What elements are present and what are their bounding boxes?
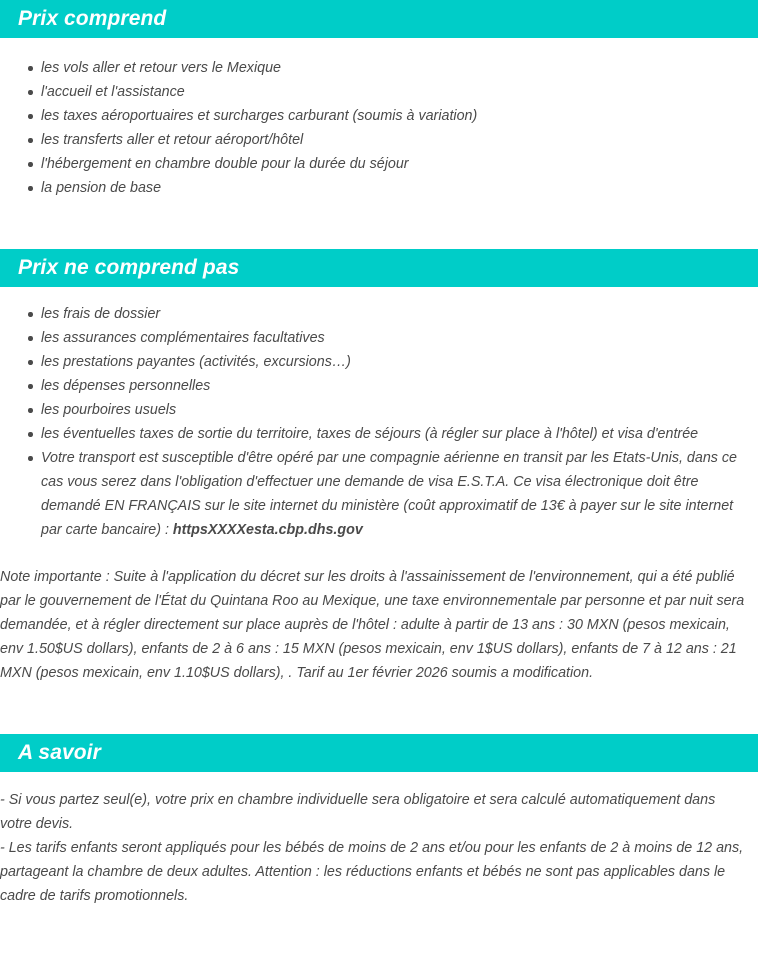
list-item: la pension de base: [10, 176, 748, 200]
spacer-between-sections-1: [0, 200, 758, 249]
visa-text: Votre transport est susceptible d'être opéré par une compagnie aérienne en transit par les Etats-Unis, dans ce cas vous serez dans l'obligation d'effectuer une demande de visa E.S.T.A. Ce visa électronique doit être demandé EN FRANÇAIS sur le site internet du ministère (coût approximatif de 13€ à payer sur le site internet par carte bancaire) :: [41, 450, 737, 538]
list-item: les vols aller et retour vers le Mexique: [10, 56, 748, 80]
list-item: l'hébergement en chambre double pour la durée du séjour: [10, 152, 748, 176]
list-item: les taxes aéroportuaires et surcharges carburant (soumis à variation): [10, 104, 748, 128]
to-know-paragraph-2: - Les tarifs enfants seront appliqués pour les bébés de moins de 2 ans et/ou pour les enfants de 2 à moins de 12 ans, partageant la chambre de deux adultes. Attention : les réductions enfants et bébés ne sont pas applicables dans le cadre de tarifs promotionnels.: [0, 840, 744, 904]
section-header-included: Prix comprend: [0, 0, 758, 38]
list-item: les éventuelles taxes de sortie du territoire, taxes de séjours (à régler sur place à l'hôtel) et visa d'entrée: [10, 422, 748, 446]
spacer-after-to-know-header: [0, 772, 758, 788]
esta-url-link[interactable]: httpsXXXXesta.cbp.dhs.gov: [172, 522, 363, 538]
spacer-before-note: [0, 542, 758, 565]
list-item: les assurances complémentaires facultatives: [10, 326, 748, 350]
spacer-after-not-included-header: [0, 287, 758, 302]
included-list: [10, 56, 748, 200]
not-included-body: [0, 302, 758, 542]
list-item: l'accueil et l'assistance: [10, 80, 748, 104]
section-header-not-included: Prix ne comprend pas: [0, 249, 758, 287]
included-body: [0, 56, 758, 200]
important-note-paragraph: Note importante : Suite à l'application du décret sur les droits à l'assainissement de l'environnement, qui a été publié par le gouvernement de l'État du Quintana Roo au Mexique, une taxe environnementale par personne et par nuit sera demandée, et à régler directement sur place auprès de l'hôtel : adulte à partir de 13 ans : 30 MXN (pesos mexicain, env 1.50$US dollars), enfants de 2 à 6 ans : 15 MXN (pesos mexicain, env 1$US dollars), enfants de 7 à 12 ans : 21 MXN (pesos mexicain, env 1.10$US dollars), . Tarif au 1er février 2026 soumis a modification.: [0, 569, 745, 681]
list-item: les frais de dossier: [10, 302, 748, 326]
list-item: les prestations payantes (activités, excursions…): [10, 350, 748, 374]
to-know-paragraph-1: - Si vous partez seul(e), votre prix en chambre individuelle sera obligatoire et sera calculé automatiquement dans votre devis.: [0, 792, 716, 832]
section-header-to-know: A savoir: [0, 734, 758, 772]
list-item: les pourboires usuels: [10, 398, 748, 422]
list-item: les dépenses personnelles: [10, 374, 748, 398]
not-included-list: [10, 302, 748, 542]
list-item-visa: [10, 446, 748, 542]
spacer-after-included-header: [0, 38, 758, 56]
list-item: les transferts aller et retour aéroport/hôtel: [10, 128, 748, 152]
spacer-between-sections-2: [0, 685, 758, 734]
